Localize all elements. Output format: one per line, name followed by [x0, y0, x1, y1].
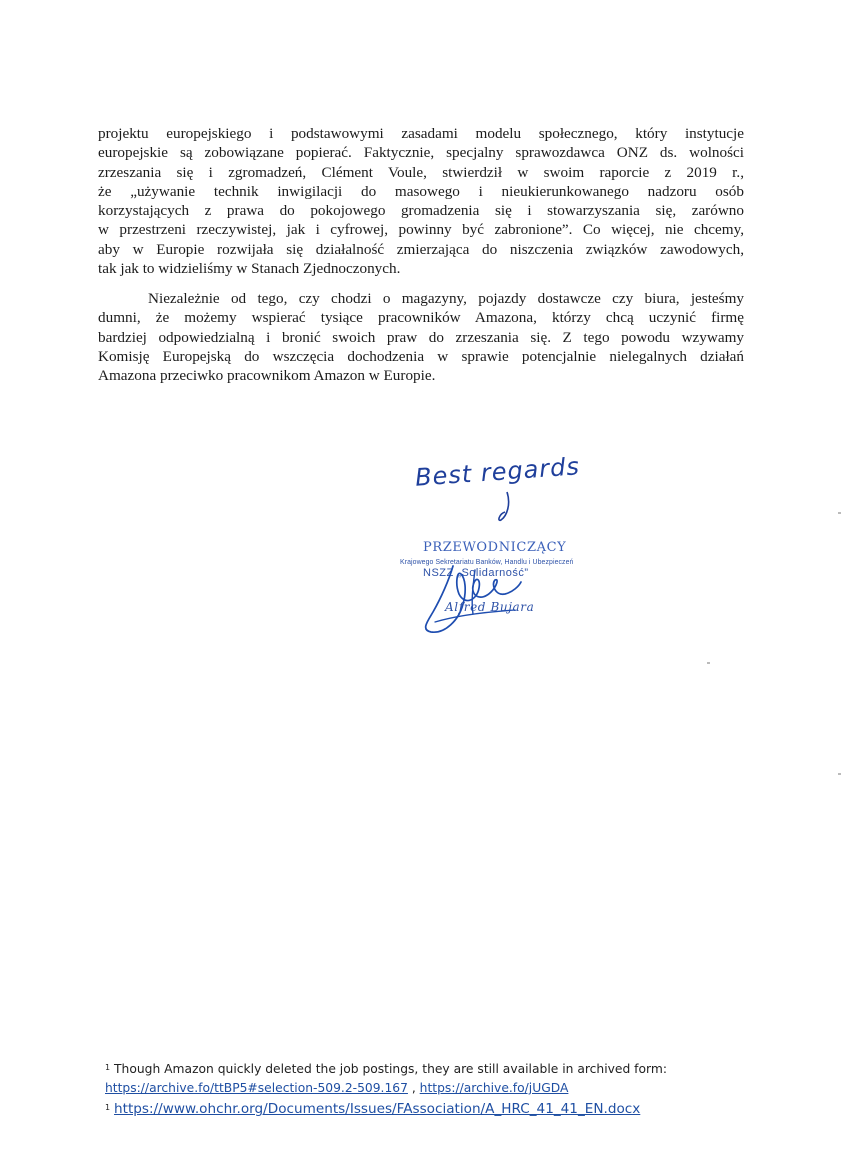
stamp-name: Alfred Bujara — [445, 600, 535, 614]
paragraph-line: korzystających z prawa do pokojowego gromadzenia się i stowarzyszania się, zarówno — [98, 202, 744, 220]
paragraph-line: zrzeszania się i zgromadzeń, Clément Voule, stwierdził w swoim raporcie z 2019 r., — [98, 163, 744, 181]
scan-speck — [838, 773, 841, 775]
paragraph-line: bardziej odpowiedzialną i bronić swoich praw do zrzeszania się. Z tego powodu wzywamy — [98, 328, 744, 346]
paragraph-line: w przestrzeni rzeczywistej, jak i cyfrowej, powinny być zabronione”. Co więcej, nie chcemy, — [98, 221, 744, 239]
footnotes — [105, 1058, 745, 1119]
paragraph-line: Niezależnie od tego, czy chodzi o magazyny, pojazdy dostawcze czy biura, jesteśmy — [148, 290, 744, 307]
footnote-1-links — [105, 1079, 745, 1098]
footnote-marker: 1 — [105, 1103, 111, 1112]
footnote-link-archive-2[interactable]: https://archive.fo/jUGDA — [419, 1081, 569, 1095]
footnote-2 — [105, 1098, 745, 1119]
paragraph-line: tak jak to widzieliśmy w Stanach Zjednoczonych. — [98, 260, 401, 278]
footnote-marker: 1 — [105, 1063, 111, 1072]
paragraph-line: aby w Europie rozwijała się działalność zmierzająca do niszczenia związków zawodowych, — [98, 240, 744, 258]
stamp-title: PRZEWODNICZĄCY — [423, 540, 567, 555]
paragraph-1 — [98, 124, 744, 278]
paragraph-2 — [98, 289, 744, 385]
paragraph-line: Amazona przeciwko pracownikom Amazon w Europie. — [98, 367, 436, 385]
paragraph-line: europejskie są zobowiązane popierać. Faktycznie, specjalny sprawozdawca ONZ ds. wolności — [98, 144, 744, 162]
handwritten-signature — [415, 560, 535, 640]
scan-speck — [707, 662, 710, 664]
footnote-text: Though Amazon quickly deleted the job postings, they are still available in archived form: — [114, 1062, 667, 1076]
footnote-1 — [105, 1058, 745, 1079]
paragraph-line: dumni, że możemy wspierać tysiące pracowników Amazona, którzy chcą uczynić firmę — [98, 309, 744, 327]
footnote-separator: , — [407, 1081, 420, 1095]
stamp-organization: NSZZ „Solidarność” — [423, 567, 529, 579]
paragraph-line: projektu europejskiego i podstawowymi zasadami modelu społecznego, który instytucje — [98, 125, 744, 142]
paragraph-line: że „używanie technik inwigilacji do masowego i nieukierunkowanego nadzoru osób — [98, 182, 744, 200]
closing-handwritten: Best regards — [414, 452, 581, 492]
scan-speck — [838, 512, 841, 514]
stamp-subtitle: Krajowego Sekretariatu Banków, Handlu i Ubezpieczeń — [400, 557, 574, 566]
footnote-link-ohchr[interactable]: https://www.ohchr.org/Documents/Issues/FAssociation/A_HRC_41_41_EN.docx — [114, 1101, 641, 1117]
closing-swash-mark — [415, 470, 595, 530]
footnote-link-archive-1[interactable]: https://archive.fo/ttBP5#selection-509.2-509.167 — [105, 1081, 408, 1095]
paragraph-line: Komisję Europejską do wszczęcia dochodzenia w sprawie potencjalnie nielegalnych działań — [98, 347, 744, 365]
